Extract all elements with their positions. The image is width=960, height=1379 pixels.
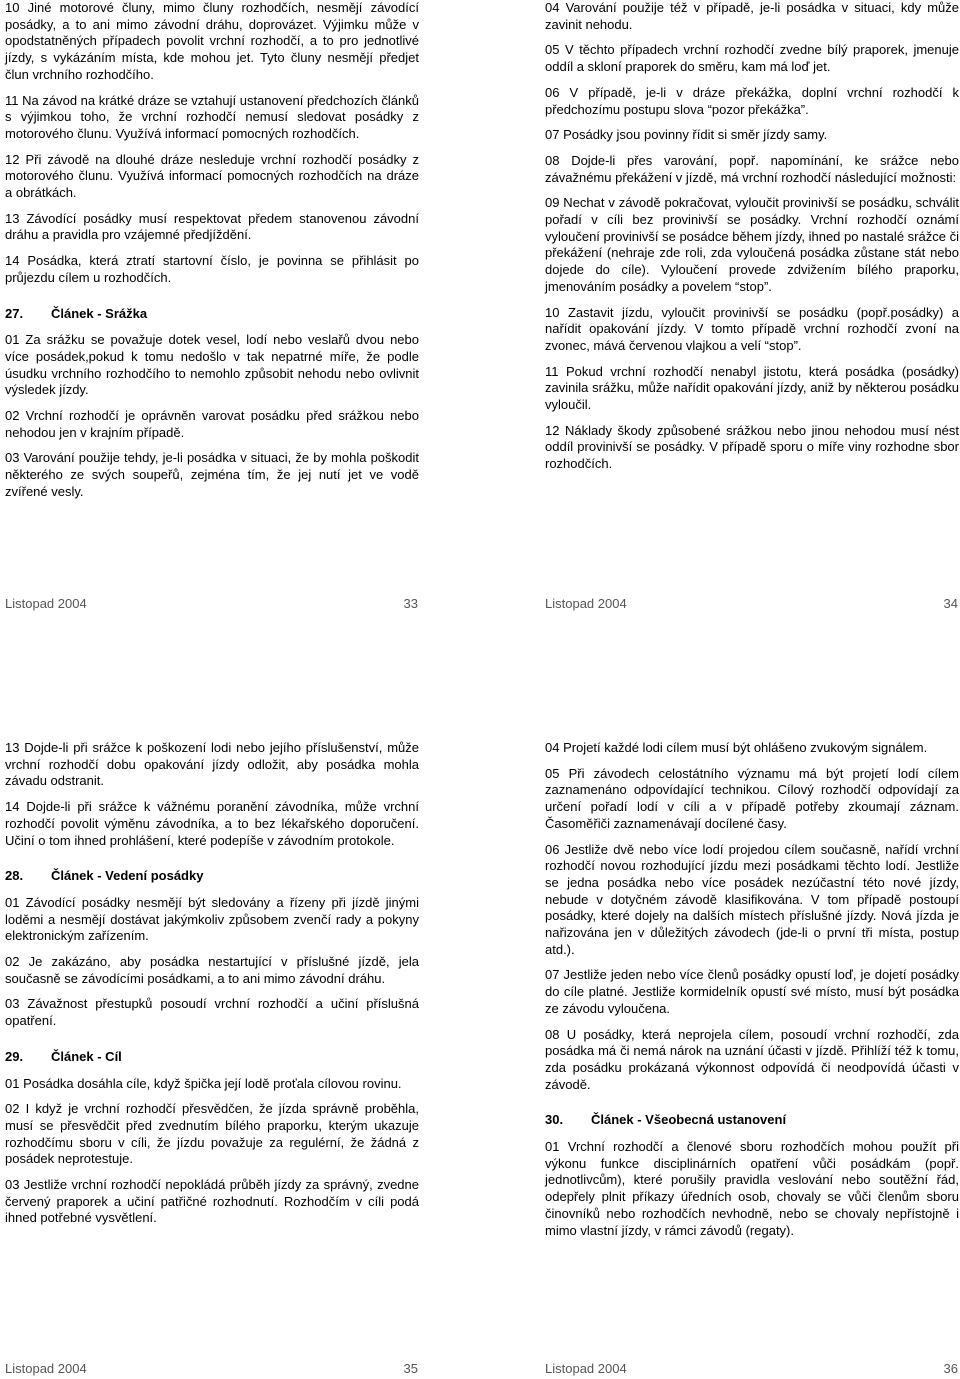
page-35-footer-number: 35 (403, 1361, 418, 1376)
rule-paragraph: 09 Nechat v závodě pokračovat, vyloučit provinivší se posádku, schválit pořadí v cíli bez provinivší se posádky. Vrchní rozhodčí oznámí vyloučení provinivší se posádce během jízdy, ihned po nastalé srážce či překážení (nehraje zde roli, zda vyloučená posádka zůstane stát nebo dojede do cíle). Vyloučení provede zdvižením bílého praporku, jmenováním posádky a povelem “stop”. (545, 195, 959, 294)
rule-paragraph: 10 Zastavit jízdu, vyloučit provinivší se posádku (popř.posádky) a nařídit opakování jízdy. V tomto případě vrchní rozhodčí zvoní na zvonec, mává červenou vlajkou a velí “stop”. (545, 304, 959, 353)
rule-paragraph: 08 Dojde-li přes varování, popř. napomínání, ke srážce nebo závažnému překážení v jízdě, má vrchní rozhodčí následující možnosti: (545, 152, 959, 185)
rule-paragraph: 01 Závodící posádky nesmějí být sledovány a řízeny při jízdě jinými loděmi a nesmějí dostávat jakýmkoliv způsobem zvenčí rady a pokyny elektronickým zařízením. (5, 894, 419, 944)
page-33-column (5, 0, 419, 510)
rule-paragraph: 08 U posádky, která neprojela cílem, posoudí vrchní rozhodčí, zda posádka má či nemá nárok na uznání účasti v jízdě. Přihlíží též k tomu, zda posádku prokázaná výkonnost odpovídá či neodpovídá účasti v závodě. (545, 1026, 959, 1092)
rule-paragraph: 12 Při závodě na dlouhé dráze nesleduje vrchní rozhodčí posádky z motorového člunu. Využívá informací pomocných rozhodčích na dráze a obrátkách. (5, 151, 419, 201)
page-36-column (545, 740, 959, 1248)
article-number: 30. (545, 1112, 564, 1128)
rule-paragraph: 03 Jestliže vrchní rozhodčí nepokládá průběh jízdy za správný, zvedne červený praporek a učiní patřičné rozhodnutí. Rozhodčím v cíli podá ihned potřebné vysvětlení. (5, 1177, 419, 1226)
article-title: Článek - Všeobecná ustanovení (591, 1112, 787, 1128)
page-36-footer-number: 36 (943, 1361, 958, 1376)
page-33-footer-date: Listopad 2004 (5, 596, 87, 611)
rule-paragraph: 14 Posádka, která ztratí startovní číslo, je povinna se přihlásit po průjezdu cílem u rozhodčích. (5, 253, 419, 285)
rule-paragraph: 11 Na závod na krátké dráze se vztahují ustanovení předchozích článků s výjimkou toho, že vrchní rozhodčí nemusí sledovat posádky z motorového člunu. Využívá informací pomocných rozhodčích. (5, 92, 419, 141)
rule-paragraph: 05 Při závodech celostátního významu má být projetí lodí cílem zaznamenáno odpovídající technikou. Cílový rozhodčí odpovídají za určení pořadí lodí v cíli a v případě potřeby zkoumají záznam. Časoměřiči zaznamenávají docílené časy. (545, 765, 959, 831)
rule-paragraph: 04 Varování použije též v případě, je-li posádka v situaci, kdy může zavinit nehodu. (545, 0, 959, 32)
page-34-column (545, 0, 959, 482)
rule-paragraph: 01 Za srážku se považuje dotek vesel, lodí nebo veslařů dvou nebo více posádek,pokud k tomu nedošlo v tak nepatrné míře, že podle úsudku vrchního rozhodčího to nemohlo způsobit nehodu nebo ovlivnit výsledek jízdy. (5, 332, 419, 398)
rule-paragraph: 02 Je zakázáno, aby posádka nestartující v příslušné jízdě, jela současně se závodícími posádkami, a to ani mimo závodní dráhu. (5, 954, 419, 986)
article-number: 28. (5, 868, 24, 884)
page-36-footer-date: Listopad 2004 (545, 1361, 627, 1376)
article-heading (545, 1112, 959, 1129)
article-heading (5, 306, 419, 323)
page-34-footer-number: 34 (943, 596, 958, 611)
rule-paragraph: 13 Závodící posádky musí respektovat předem stanovenou závodní dráhu a pravidla pro vzájemné předjíždění. (5, 210, 419, 243)
rule-paragraph: 12 Náklady škody způsobené srážkou nebo jinou nehodou musí nést oddíl provinivší se posádky. V případě sporu o míře viny rozhodne sbor rozhodčích. (545, 422, 959, 472)
rule-paragraph: 02 I když je vrchní rozhodčí přesvědčen, že jízda správně proběhla, musí se přesvědčit před zvednutím bílého praporku, kterým ukazuje rozhodčímu sboru v cíli, že jízdu považuje za regulérní, že žádná z posádek neprotestuje. (5, 1101, 419, 1167)
rule-paragraph: 07 Posádky jsou povinny řídit si směr jízdy samy. (545, 127, 828, 143)
rule-paragraph: 04 Projetí každé lodi cílem musí být ohlášeno zvukovým signálem. (545, 740, 928, 755)
article-title: Článek - Srážka (51, 305, 148, 321)
rule-paragraph: 06 Jestliže dvě nebo více lodí projedou cílem současně, nařídí vrchní rozhodčí novou rozhodující jízdu mezi posádkami těchto lodí. Jestliže se jedna posádka nebo více posádek nezúčastní této nové jízdy, nebude v dotyčném závodě klasifikována. V tom případě postoupí posádky, které dojely na dalších místech příslušné jízdy. Nová jízda je nařizována jen v důležitých závodech (jde-li o první tři místa, postup atd.). (545, 841, 959, 957)
rule-paragraph: 14 Dojde-li při srážce k vážnému poranění závodníka, může vrchní rozhodčí povolit výměnu závodníka, a to bez lékařského doporučení. Učiní o tom ihned prohlášení, které podepíše v závodním protokole. (5, 799, 419, 848)
rule-paragraph: 07 Jestliže jeden nebo více členů posádky opustí loď, je dojetí posádky do cíle platné. Jestliže kormidelník opustí své místo, musí být posádka ze závodu vyloučena. (545, 967, 959, 1016)
rule-paragraph: 13 Dojde-li při srážce k poškození lodi nebo jejího příslušenství, může vrchní rozhodčí dobu opakování jízdy odložit, aby posádka mohla závadu odstranit. (5, 740, 419, 789)
rule-paragraph: 01 Vrchní rozhodčí a členové sboru rozhodčích mohou použít při výkonu funkce disciplinárních opatření vůči posádkám (popř. jednotlivcům), které porušily pravidla veslování nebo soutěžní řád, odepřely plnit příkazy úředních osob, chovaly se vůči členům sboru činovníků nebo rozhodčích nevhodně, nebo se chovaly nepřístojně i mimo vlastní jízdy, v rámci závodů (regaty). (545, 1139, 959, 1238)
article-title: Článek - Cíl (51, 1048, 122, 1064)
rule-paragraph: 05 V těchto případech vrchní rozhodčí zvedne bílý praporek, jmenuje oddíl a skloní praporek do směru, kam má loď jet. (545, 42, 959, 75)
page-34-footer-date: Listopad 2004 (545, 596, 627, 611)
rule-paragraph: 10 Jiné motorové čluny, mimo čluny rozhodčích, nesmějí závodící posádky, a to ani mimo závodní dráhu, doprovázet. Výjimku může v opodstatněných případech povolit vrchní rozhodčí, a to pro jednotlivé jízdy, s vykázáním místa, kde mohou jet. Tyto čluny nesmějí předjet člun vrchního rozhodčího. (5, 0, 419, 82)
article-number: 29. (5, 1048, 24, 1064)
article-number: 27. (5, 305, 24, 321)
rule-paragraph: 03 Varování použije tehdy, je-li posádka v situaci, že by mohla poškodit některého ze svých soupeřů, zejména tím, že jej nutí jet ve vodě zvířené vesly. (5, 450, 419, 499)
rule-paragraph: 06 V případě, je-li v dráze překážka, doplní vrchní rozhodčí k předchozímu postupu slova “pozor překážka”. (545, 84, 959, 117)
rule-paragraph: 02 Vrchní rozhodčí je oprávněn varovat posádku před srážkou nebo nehodou jen v krajním případě. (5, 408, 419, 440)
article-title: Článek - Vedení posádky (51, 868, 204, 884)
page-33-footer-number: 33 (403, 596, 418, 611)
rule-paragraph: 01 Posádka dosáhla cíle, když špička její lodě proťala cílovou rovinu. (5, 1075, 402, 1091)
rule-paragraph: 03 Závažnost přestupků posoudí vrchní rozhodčí a učiní příslušná opatření. (5, 996, 419, 1029)
page-35-column (5, 740, 419, 1236)
page-35-footer-date: Listopad 2004 (5, 1361, 87, 1376)
rule-paragraph: 11 Pokud vrchní rozhodčí nenabyl jistotu, která posádka (posádky) zavinila srážku, může nařídit opakování jízdy, aniž by některou posádku vyloučil. (545, 363, 959, 413)
article-heading (5, 868, 419, 885)
article-heading (5, 1049, 419, 1066)
